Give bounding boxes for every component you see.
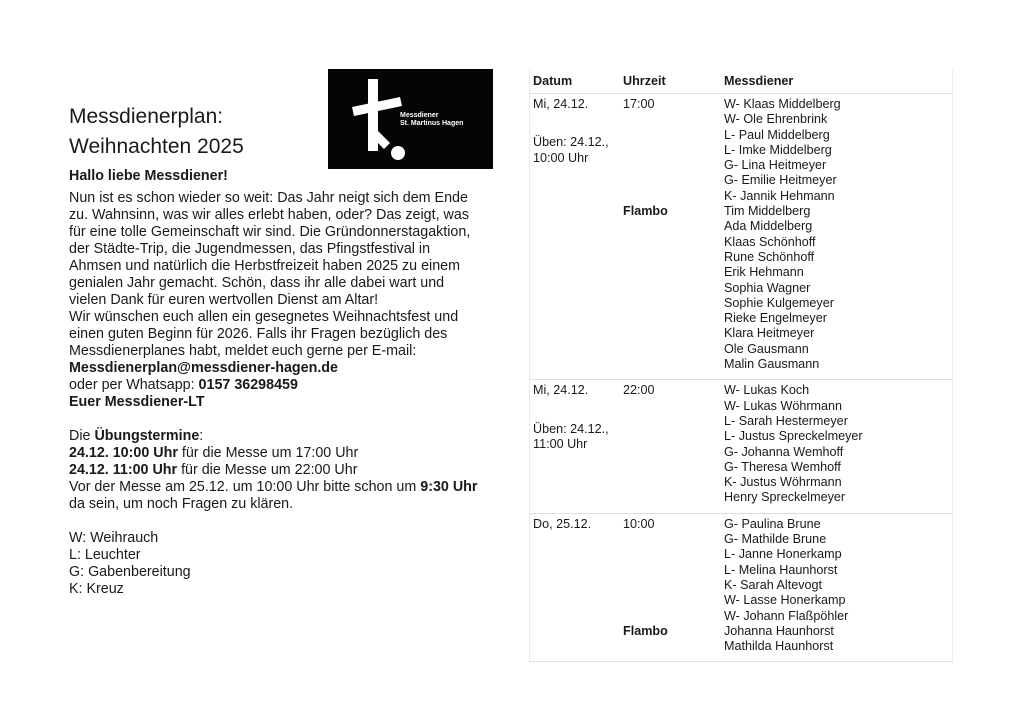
- mass-time: 22:00: [623, 383, 655, 398]
- practice-2-text: für die Messe um 22:00 Uhr: [177, 462, 358, 478]
- server-name: L- Imke Middelberg: [724, 142, 832, 157]
- server-names: [724, 383, 863, 505]
- server-name: L- Paul Middelberg: [724, 127, 830, 142]
- signature: Euer Messdiener-LT: [69, 394, 205, 410]
- page-title-line-1: Messdienerplan:: [69, 105, 224, 128]
- server-name: G- Theresa Wemhoff: [724, 459, 841, 474]
- flambo-name: Mathilda Haunhorst: [724, 639, 834, 654]
- header-time: Uhrzeit: [623, 74, 666, 88]
- note-line-1: [69, 479, 504, 496]
- flambo-name: Klaas Schönhoff: [724, 234, 816, 249]
- practice-suffix: :: [199, 428, 204, 444]
- flambo-label: Flambo: [623, 623, 668, 638]
- letter-body-line: Ahmsen und natürlich die Herbstfreizeit haben 2025 zu einem: [69, 258, 461, 274]
- mass-row: [529, 94, 953, 380]
- letter-body-line: der Städte-Trip, die Jugendmessen, das Pfingstfestival in: [69, 241, 431, 257]
- letter-body-line: einen guten Beginn für 2026. Falls ihr Fragen bezüglich des: [69, 326, 448, 342]
- table-header: [529, 69, 953, 94]
- server-name: L- Janne Honerkamp: [724, 547, 842, 562]
- practice-prefix: Die: [69, 428, 95, 444]
- flambo-name: Sophie Kulgemeyer: [724, 295, 834, 310]
- flambo-name: Rieke Engelmeyer: [724, 311, 827, 326]
- flambo-name: Malin Gausmann: [724, 357, 820, 372]
- legend-item: W: Weihrauch: [69, 530, 159, 546]
- role-legend: [69, 530, 504, 598]
- letter-body-line: genialen Jahr gemacht. Schön, dass ihr alle dabei wart und: [69, 275, 445, 291]
- letter: [69, 168, 504, 598]
- mass-date: Do, 25.12.: [533, 516, 592, 531]
- header-date: Datum: [533, 74, 573, 88]
- legend-item: L: Leuchter: [69, 547, 141, 563]
- flambo-name: Ole Gausmann: [724, 341, 809, 356]
- page-title-line-2: Weihnachten 2025: [69, 135, 244, 158]
- mass-list: [529, 94, 953, 662]
- legend-item: K: Kreuz: [69, 581, 124, 597]
- server-name: G- Lina Heitmeyer: [724, 158, 827, 173]
- server-name: K- Sarah Altevogt: [724, 577, 823, 592]
- contact-email[interactable]: Messdienerplan@messdiener-hagen.de: [69, 360, 338, 376]
- logo: [328, 69, 493, 169]
- practice-1: [69, 445, 504, 462]
- whatsapp-line: [69, 377, 504, 394]
- logo-text-line-2: St. Martinus Hagen: [400, 120, 464, 127]
- practice-1-text: für die Messe um 17:00 Uhr: [177, 445, 359, 461]
- server-name: L- Justus Spreckelmeyer: [724, 429, 863, 444]
- mass-practice-time: 10:00 Uhr: [533, 150, 589, 165]
- mass-time: 17:00: [623, 97, 655, 111]
- server-schedule-table: [529, 69, 953, 662]
- letter-body-line: zu. Wahnsinn, was wir alles erlebt haben, oder? Das zeigt, was: [69, 207, 469, 223]
- mass-date: Mi, 24.12.: [533, 97, 589, 111]
- server-name: G- Emilie Heitmeyer: [724, 173, 837, 188]
- letter-body-line: für eine tolle Gemeinschaft wir sind. Die Gründonnerstagaktion,: [69, 224, 471, 240]
- legend-item: G: Gabenbereitung: [69, 564, 191, 580]
- server-name: L- Melina Haunhorst: [724, 562, 838, 577]
- flambo-name: Johanna Haunhorst: [724, 623, 834, 638]
- server-names: [724, 517, 848, 655]
- mass-date: Mi, 24.12.: [533, 383, 589, 398]
- mass-row: [529, 514, 953, 663]
- server-name: L- Sarah Hestermeyer: [724, 413, 848, 428]
- note-prefix: Vor der Messe am 25.12. um 10:00 Uhr bitte schon um: [69, 479, 421, 495]
- mass-practice: Üben: 24.12.,: [533, 421, 609, 436]
- logo-text-line-1: Messdiener: [400, 112, 439, 119]
- letter-body: [69, 190, 504, 360]
- practice-word: Übungstermine: [94, 428, 200, 444]
- mass-practice: Üben: 24.12.,: [533, 135, 609, 150]
- server-name: K- Justus Wöhrmann: [724, 475, 842, 490]
- flambo-name: Erik Hehmann: [724, 265, 804, 280]
- practice-1-time: 24.12. 10:00 Uhr: [69, 445, 178, 461]
- flambo-label: Flambo: [623, 204, 668, 219]
- server-name: W- Klaas Middelberg: [724, 97, 841, 111]
- note-time: 9:30 Uhr: [420, 479, 478, 495]
- server-name: W- Lukas Koch: [724, 383, 810, 398]
- flambo-name: Rune Schönhoff: [724, 249, 815, 264]
- server-name: W- Johann Flaßpöhler: [724, 608, 849, 623]
- flambo-name: Tim Middelberg: [724, 204, 811, 219]
- server-name: G- Paulina Brune: [724, 516, 821, 531]
- page-title: [69, 102, 244, 162]
- server-name: G- Mathilde Brune: [724, 532, 827, 547]
- letter-body-line: Messdienerplanes habt, meldet euch gerne per E-mail:: [69, 343, 417, 359]
- server-name: W- Ole Ehrenbrink: [724, 112, 828, 127]
- server-name: W- Lukas Wöhrmann: [724, 398, 843, 413]
- mass-time: 10:00: [623, 516, 655, 531]
- mass-row: [529, 380, 953, 513]
- flambo-name: Ada Middelberg: [724, 219, 813, 234]
- server-name: W- Lasse Honerkamp: [724, 593, 846, 608]
- whatsapp-prefix: oder per Whatsapp:: [69, 377, 199, 393]
- practice-heading: [69, 428, 504, 445]
- mass-practice-time: 11:00 Uhr: [533, 436, 588, 451]
- practice-2-time: 24.12. 11:00 Uhr: [69, 462, 178, 478]
- whatsapp-number[interactable]: 0157 36298459: [198, 377, 298, 393]
- server-name: K- Jannik Hehmann: [724, 188, 835, 203]
- flambo-name: Klara Heitmeyer: [724, 326, 815, 341]
- greeting: Hallo liebe Messdiener!: [69, 168, 228, 184]
- letter-body-line: Nun ist es schon wieder so weit: Das Jahr neigt sich dem Ende: [69, 190, 468, 206]
- flambo-name: Sophia Wagner: [724, 280, 811, 295]
- letter-body-line: Wir wünschen euch allen ein gesegnetes Weihnachtsfest und: [69, 309, 459, 325]
- header-servers: Messdiener: [724, 74, 794, 88]
- practice-2: [69, 462, 504, 479]
- letter-body-line: vielen Dank für euren wertvollen Dienst am Altar!: [69, 292, 379, 308]
- server-name: G- Johanna Wemhoff: [724, 444, 844, 459]
- server-names: [724, 97, 841, 372]
- note-line-2: da sein, um noch Fragen zu klären.: [69, 496, 294, 512]
- server-name: Henry Spreckelmeyer: [724, 490, 846, 505]
